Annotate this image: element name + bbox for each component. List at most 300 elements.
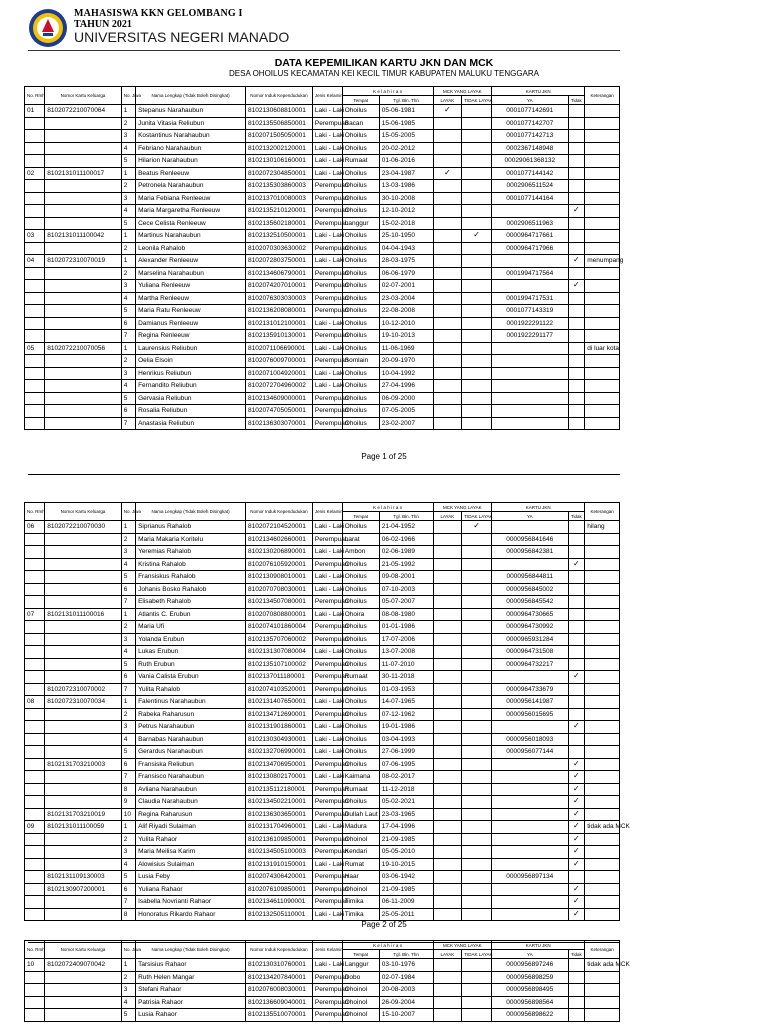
- cell-mck-layak: [433, 671, 462, 684]
- cell-house-no: [25, 858, 45, 871]
- cell-member-no: 3: [121, 721, 135, 734]
- cell-house-no: [25, 896, 45, 909]
- cell-mck-layak: [433, 683, 462, 696]
- cell-birth-date: 05-02-2021: [379, 796, 433, 809]
- cell-nik: 8102131704960001: [245, 821, 312, 834]
- cell-kk-number: [45, 405, 121, 418]
- cell-birth-place: Ohoilus: [342, 205, 379, 218]
- col-header-kartu: KARTU JKN: [492, 503, 585, 512]
- cell-nik: 8102134706950001: [245, 758, 312, 771]
- cell-jkn-ya: 0000956015695: [492, 708, 568, 721]
- cell-mck-tidak-layak: [462, 317, 492, 330]
- cell-kk-number: 8102131011100016: [45, 608, 121, 621]
- cell-mck-tidak-layak: [462, 205, 492, 218]
- col-header-layak: LAYAK: [433, 950, 462, 959]
- col-header-no: No. Rmh: [25, 941, 45, 959]
- col-header-ket: Keterangan: [585, 503, 620, 521]
- cell-house-no: [25, 846, 45, 859]
- cell-birth-date: 06-09-2000: [379, 392, 433, 405]
- cell-mck-tidak-layak: [462, 896, 492, 909]
- cell-mck-tidak-layak: [462, 984, 492, 997]
- table-row: [25, 721, 620, 734]
- cell-kk-number: [45, 571, 121, 584]
- check-mark-icon: ✓: [573, 821, 580, 830]
- cell-birth-date: 11-12-2018: [379, 783, 433, 796]
- cell-birth-place: Ohoilus: [342, 721, 379, 734]
- cell-jkn-tidak: [568, 155, 585, 168]
- cell-jkn-ya: [492, 558, 568, 571]
- cell-mck-tidak-layak: [462, 758, 492, 771]
- cell-kk-number: [45, 367, 121, 380]
- table-row: [25, 808, 620, 821]
- cell-house-no: 03: [25, 230, 45, 243]
- cell-nik: 8102076008030001: [245, 984, 312, 997]
- cell-jkn-tidak: [568, 280, 585, 293]
- cell-mck-layak: [433, 330, 462, 343]
- table-row: [25, 130, 620, 143]
- cell-house-no: [25, 646, 45, 659]
- cell-mck-tidak-layak: [462, 971, 492, 984]
- table-row: [25, 821, 620, 834]
- cell-nik: 8102135707060002: [245, 633, 312, 646]
- cell-kk-number: 8102131703210003: [45, 758, 121, 771]
- cell-member-no: 3: [121, 633, 135, 646]
- table-row: [25, 696, 620, 709]
- cell-member-no: 3: [121, 846, 135, 859]
- cell-birth-date: 23-03-2004: [379, 292, 433, 305]
- col-header-nik: Nomor Induk Kependudukan: [245, 503, 312, 521]
- cell-birth-date: 02-07-1984: [379, 971, 433, 984]
- cell-gender: Laki - Laki: [312, 167, 342, 180]
- col-header-no: No. Rmh: [25, 87, 45, 105]
- cell-mck-tidak-layak: [462, 908, 492, 921]
- cell-kk-number: [45, 671, 121, 684]
- cell-jkn-tidak: [568, 405, 585, 418]
- cell-jkn-tidak: [568, 683, 585, 696]
- cell-birth-place: Ohoilus: [342, 658, 379, 671]
- jkn-mck-table-page-2: [24, 502, 630, 921]
- col-header-tidak-layak: TIDAK LAYAK: [462, 96, 492, 105]
- check-mark-icon: ✓: [573, 896, 580, 905]
- cell-birth-place: Ohoilus: [342, 596, 379, 609]
- cell-mck-tidak-layak: [462, 330, 492, 343]
- cell-member-no: 1: [121, 521, 135, 534]
- cell-jkn-tidak: [568, 521, 585, 534]
- cell-mck-layak: [433, 342, 462, 355]
- table-row: [25, 117, 620, 130]
- cell-jkn-tidak: [568, 117, 585, 130]
- cell-jkn-ya: [492, 367, 568, 380]
- page-footer-1: Page 1 of 25: [361, 452, 407, 461]
- cell-house-no: 08: [25, 696, 45, 709]
- cell-mck-layak: [433, 355, 462, 368]
- cell-jkn-tidak: [568, 733, 585, 746]
- cell-full-name: Falentinus Narahaubun: [136, 696, 246, 709]
- cell-jkn-ya: [492, 342, 568, 355]
- cell-full-name: Tarsisius Rahaor: [136, 959, 246, 972]
- cell-mck-tidak-layak: [462, 255, 492, 268]
- cell-house-no: [25, 583, 45, 596]
- cell-birth-place: Ambon: [342, 546, 379, 559]
- cell-keterangan: [585, 367, 620, 380]
- table-row: [25, 984, 620, 997]
- cell-mck-tidak-layak: [462, 180, 492, 193]
- cell-birth-place: Ohoilus: [342, 746, 379, 759]
- cell-house-no: 04: [25, 255, 45, 268]
- cell-jkn-ya: [492, 833, 568, 846]
- cell-member-no: 2: [121, 533, 135, 546]
- cell-member-no: 1: [121, 342, 135, 355]
- cell-jkn-tidak: [568, 758, 585, 771]
- cell-jkn-ya: [492, 846, 568, 859]
- cell-mck-layak: [433, 833, 462, 846]
- cell-keterangan: [585, 783, 620, 796]
- cell-keterangan: [585, 405, 620, 418]
- cell-house-no: [25, 971, 45, 984]
- cell-mck-layak: [433, 392, 462, 405]
- cell-mck-layak: [433, 546, 462, 559]
- cell-gender: Perempuan: [312, 417, 342, 430]
- cell-nik: 8102134507080001: [245, 596, 312, 609]
- cell-jkn-ya: [492, 392, 568, 405]
- cell-member-no: 6: [121, 671, 135, 684]
- cell-house-no: [25, 758, 45, 771]
- cell-jkn-ya: [492, 405, 568, 418]
- cell-jkn-ya: 0002906511524: [492, 180, 568, 193]
- cell-birth-place: Rumaat: [342, 671, 379, 684]
- cell-mck-tidak-layak: [462, 871, 492, 884]
- cell-kk-number: [45, 305, 121, 318]
- cell-keterangan: [585, 317, 620, 330]
- cell-mck-tidak-layak: [462, 633, 492, 646]
- col-header-no-jiwa: No. Jiwa: [121, 87, 135, 105]
- cell-house-no: [25, 317, 45, 330]
- cell-full-name: Laurensius Reliubun: [136, 342, 246, 355]
- cell-kk-number: 8102131109130003: [45, 871, 121, 884]
- table-row: [25, 733, 620, 746]
- cell-birth-date: 07-05-2005: [379, 405, 433, 418]
- cell-full-name: Martinus Narahaubun: [136, 230, 246, 243]
- cell-gender: Perempuan: [312, 558, 342, 571]
- cell-birth-place: Ohoilus: [342, 521, 379, 534]
- cell-nik: 8102136109850001: [245, 833, 312, 846]
- cell-mck-layak: [433, 305, 462, 318]
- cell-kk-number: [45, 596, 121, 609]
- cell-jkn-tidak: [568, 696, 585, 709]
- cell-house-no: 05: [25, 342, 45, 355]
- cell-nik: 8102135107100002: [245, 658, 312, 671]
- cell-full-name: Yuliana Rahaor: [136, 883, 246, 896]
- cell-birth-date: 13-07-2008: [379, 646, 433, 659]
- cell-gender: Perempuan: [312, 683, 342, 696]
- cell-mck-layak: [433, 180, 462, 193]
- cell-nik: 8102070808800001: [245, 608, 312, 621]
- cell-birth-date: 14-07-1965: [379, 696, 433, 709]
- cell-mck-layak: [433, 858, 462, 871]
- cell-kk-number: [45, 796, 121, 809]
- cell-nik: 8102134502210001: [245, 796, 312, 809]
- cell-birth-place: Langgur: [342, 217, 379, 230]
- cell-mck-layak: [433, 558, 462, 571]
- cell-kk-number: [45, 833, 121, 846]
- cell-gender: Perempuan: [312, 217, 342, 230]
- cell-jkn-ya: 0002906511963: [492, 217, 568, 230]
- cell-kk-number: [45, 646, 121, 659]
- cell-jkn-tidak: [568, 796, 585, 809]
- cell-kk-number: 8102072210070030: [45, 521, 121, 534]
- cell-keterangan: tidak ada MCK: [585, 959, 620, 972]
- cell-jkn-tidak: [568, 621, 585, 634]
- cell-gender: Perempuan: [312, 846, 342, 859]
- table-row: [25, 658, 620, 671]
- cell-house-no: [25, 242, 45, 255]
- cell-nik: 8102074103520001: [245, 683, 312, 696]
- cell-member-no: 5: [121, 305, 135, 318]
- cell-gender: Laki - Laki: [312, 142, 342, 155]
- cell-kk-number: [45, 846, 121, 859]
- cell-full-name: Oelia Elsoin: [136, 355, 246, 368]
- cell-birth-place: Ohoilus: [342, 733, 379, 746]
- cell-full-name: Johanis Bosko Rahalob: [136, 583, 246, 596]
- cell-mck-tidak-layak: [462, 533, 492, 546]
- cell-gender: Perempuan: [312, 355, 342, 368]
- cell-kk-number: [45, 771, 121, 784]
- cell-mck-layak: [433, 155, 462, 168]
- cell-mck-tidak-layak: [462, 305, 492, 318]
- cell-member-no: 3: [121, 546, 135, 559]
- cell-kk-number: [45, 330, 121, 343]
- cell-mck-layak: [433, 896, 462, 909]
- cell-keterangan: [585, 280, 620, 293]
- cell-birth-date: 01-01-1986: [379, 621, 433, 634]
- col-header-ya: YA: [492, 950, 568, 959]
- cell-member-no: 2: [121, 180, 135, 193]
- cell-member-no: 8: [121, 908, 135, 921]
- cell-mck-layak: [433, 771, 462, 784]
- cell-mck-layak: [433, 758, 462, 771]
- cell-jkn-tidak: [568, 367, 585, 380]
- cell-kk-number: [45, 583, 121, 596]
- cell-kk-number: [45, 533, 121, 546]
- check-mark-icon: ✓: [444, 167, 451, 177]
- cell-birth-date: 02-07-2001: [379, 280, 433, 293]
- check-mark-icon: ✓: [444, 105, 451, 114]
- cell-jkn-ya: [492, 280, 568, 293]
- cell-mck-tidak-layak: [462, 883, 492, 896]
- cell-birth-date: 27-06-1999: [379, 746, 433, 759]
- cell-birth-date: 15-10-2007: [379, 1009, 433, 1022]
- cell-jkn-tidak: [568, 721, 585, 734]
- cell-birth-date: 10-12-2010: [379, 317, 433, 330]
- cell-kk-number: [45, 417, 121, 430]
- cell-member-no: 3: [121, 984, 135, 997]
- cell-member-no: 8: [121, 783, 135, 796]
- cell-member-no: 6: [121, 317, 135, 330]
- cell-member-no: 1: [121, 255, 135, 268]
- cell-gender: Perempuan: [312, 883, 342, 896]
- table-row: [25, 392, 620, 405]
- cell-birth-place: Kaimana: [342, 771, 379, 784]
- cell-mck-tidak-layak: [462, 167, 492, 180]
- cell-member-no: 5: [121, 392, 135, 405]
- cell-gender: Laki - Laki: [312, 367, 342, 380]
- cell-jkn-tidak: [568, 305, 585, 318]
- table-row: [25, 142, 620, 155]
- cell-mck-layak: [433, 621, 462, 634]
- cell-house-no: [25, 984, 45, 997]
- cell-mck-tidak-layak: [462, 355, 492, 368]
- check-mark-icon: ✓: [473, 521, 480, 530]
- cell-mck-layak: [433, 608, 462, 621]
- cell-house-no: [25, 621, 45, 634]
- cell-mck-tidak-layak: [462, 1009, 492, 1022]
- cell-full-name: Maria Meilisa Karim: [136, 846, 246, 859]
- cell-nik: 8102130908010001: [245, 571, 312, 584]
- cell-keterangan: [585, 796, 620, 809]
- cell-member-no: 7: [121, 330, 135, 343]
- cell-full-name: Maria Makaria Koritelu: [136, 533, 246, 546]
- cell-mck-tidak-layak: [462, 683, 492, 696]
- cell-birth-place: Ohoinol: [342, 883, 379, 896]
- cell-jkn-ya: [492, 821, 568, 834]
- document-title: DATA KEPEMILIKAN KARTU JKN DAN MCK: [274, 57, 494, 69]
- cell-mck-layak: [433, 984, 462, 997]
- cell-full-name: Maria Febiana Renleeuw: [136, 192, 246, 205]
- cell-jkn-ya: 0000964730992: [492, 621, 568, 634]
- cell-gender: Perempuan: [312, 1009, 342, 1022]
- cell-gender: Laki - Laki: [312, 105, 342, 118]
- cell-jkn-ya: 0000956841646: [492, 533, 568, 546]
- university-logo-icon: [28, 8, 68, 48]
- col-header-tempat: Tempat: [342, 96, 379, 105]
- cell-kk-number: 8102072409070042: [45, 959, 121, 972]
- cell-birth-date: 25-10-1950: [379, 230, 433, 243]
- cell-kk-number: [45, 746, 121, 759]
- table-row: [25, 783, 620, 796]
- cell-jkn-ya: 0000956898564: [492, 996, 568, 1009]
- cell-nik: 8102135112180001: [245, 783, 312, 796]
- cell-kk-number: [45, 142, 121, 155]
- cell-birth-date: 07-12-1962: [379, 708, 433, 721]
- cell-gender: Laki - Laki: [312, 646, 342, 659]
- cell-jkn-ya: 0000965931284: [492, 633, 568, 646]
- cell-house-no: [25, 355, 45, 368]
- cell-gender: Perempuan: [312, 205, 342, 218]
- cell-nik: 8102130106160001: [245, 155, 312, 168]
- cell-house-no: [25, 533, 45, 546]
- cell-full-name: Patrisia Rahaor: [136, 996, 246, 1009]
- cell-mck-tidak-layak: [462, 558, 492, 571]
- cell-full-name: Claudia Narahaubun: [136, 796, 246, 809]
- cell-keterangan: [585, 996, 620, 1009]
- col-header-tempat: Tempat: [342, 950, 379, 959]
- col-header-mck: MCK YANG LAYAK: [433, 941, 492, 950]
- table-row: [25, 671, 620, 684]
- cell-full-name: Barnabas Narahaubun: [136, 733, 246, 746]
- cell-jkn-ya: 0001994717564: [492, 267, 568, 280]
- cell-full-name: Rabeka Raharusun: [136, 708, 246, 721]
- table-row: [25, 896, 620, 909]
- cell-full-name: Junita Vitasia Reliubun: [136, 117, 246, 130]
- cell-birth-date: 11-07-2010: [379, 658, 433, 671]
- cell-keterangan: [585, 633, 620, 646]
- cell-jkn-ya: 0000956844811: [492, 571, 568, 584]
- cell-birth-date: 13-03-1986: [379, 180, 433, 193]
- cell-full-name: Fernandito Reliubun: [136, 380, 246, 393]
- cell-jkn-tidak: [568, 996, 585, 1009]
- cell-jkn-ya: 0001077144164: [492, 192, 568, 205]
- cell-jkn-tidak: [568, 1009, 585, 1022]
- cell-full-name: Maria Ratu Renleeuw: [136, 305, 246, 318]
- cell-jkn-tidak: [568, 908, 585, 921]
- cell-mck-layak: [433, 971, 462, 984]
- cell-mck-layak: [433, 721, 462, 734]
- cell-nik: 8102135506850001: [245, 117, 312, 130]
- cell-full-name: Damianus Renleeuw: [136, 317, 246, 330]
- cell-jkn-tidak: [568, 858, 585, 871]
- cell-jkn-ya: 0000956077144: [492, 746, 568, 759]
- cell-jkn-tidak: [568, 142, 585, 155]
- cell-member-no: 2: [121, 708, 135, 721]
- check-mark-icon: ✓: [573, 255, 580, 264]
- cell-mck-layak: [433, 533, 462, 546]
- cell-full-name: Anastasia Reliubun: [136, 417, 246, 430]
- cell-nik: 8102130608810001: [245, 105, 312, 118]
- cell-nik: 8102132706990001: [245, 746, 312, 759]
- cell-birth-date: 12-10-2012: [379, 205, 433, 218]
- cell-mck-tidak-layak: [462, 521, 492, 534]
- check-mark-icon: ✓: [573, 280, 580, 289]
- cell-birth-date: 17-04-1996: [379, 821, 433, 834]
- cell-full-name: Stepanus Narahaubun: [136, 105, 246, 118]
- cell-birth-place: Ohoilus: [342, 392, 379, 405]
- cell-kk-number: [45, 858, 121, 871]
- cell-jkn-tidak: [568, 167, 585, 180]
- page-footer-2: Page 2 of 25: [361, 920, 407, 929]
- cell-mck-tidak-layak: [462, 292, 492, 305]
- check-mark-icon: ✓: [473, 230, 480, 239]
- cell-nik: 8102074101860004: [245, 621, 312, 634]
- col-header-nik: Nomor Induk Kependudukan: [245, 941, 312, 959]
- cell-nik: 8102135510070001: [245, 1009, 312, 1022]
- cell-gender: Laki - Laki: [312, 130, 342, 143]
- cell-mck-layak: [433, 959, 462, 972]
- cell-birth-date: 11-06-1969: [379, 342, 433, 355]
- cell-gender: Perempuan: [312, 984, 342, 997]
- cell-kk-number: [45, 783, 121, 796]
- cell-kk-number: [45, 267, 121, 280]
- cell-birth-date: 21-09-1985: [379, 833, 433, 846]
- cell-jkn-ya: 0000956898259: [492, 971, 568, 984]
- cell-house-no: [25, 117, 45, 130]
- cell-jkn-ya: 0000956845002: [492, 583, 568, 596]
- table-row: [25, 871, 620, 884]
- jkn-mck-table-page-3: [24, 940, 630, 1022]
- cell-keterangan: [585, 392, 620, 405]
- cell-jkn-tidak: [568, 658, 585, 671]
- table-row: [25, 105, 620, 118]
- col-header-tgl: Tgl. Bln. Thn: [379, 950, 433, 959]
- cell-gender: Perempuan: [312, 280, 342, 293]
- cell-birth-date: 27-04-1996: [379, 380, 433, 393]
- col-header-no: No. Rmh: [25, 503, 45, 521]
- cell-mck-layak: [433, 217, 462, 230]
- cell-jkn-tidak: [568, 896, 585, 909]
- cell-house-no: [25, 996, 45, 1009]
- cell-nik: 8102136609040001: [245, 996, 312, 1009]
- cell-kk-number: [45, 217, 121, 230]
- cell-mck-layak: [433, 583, 462, 596]
